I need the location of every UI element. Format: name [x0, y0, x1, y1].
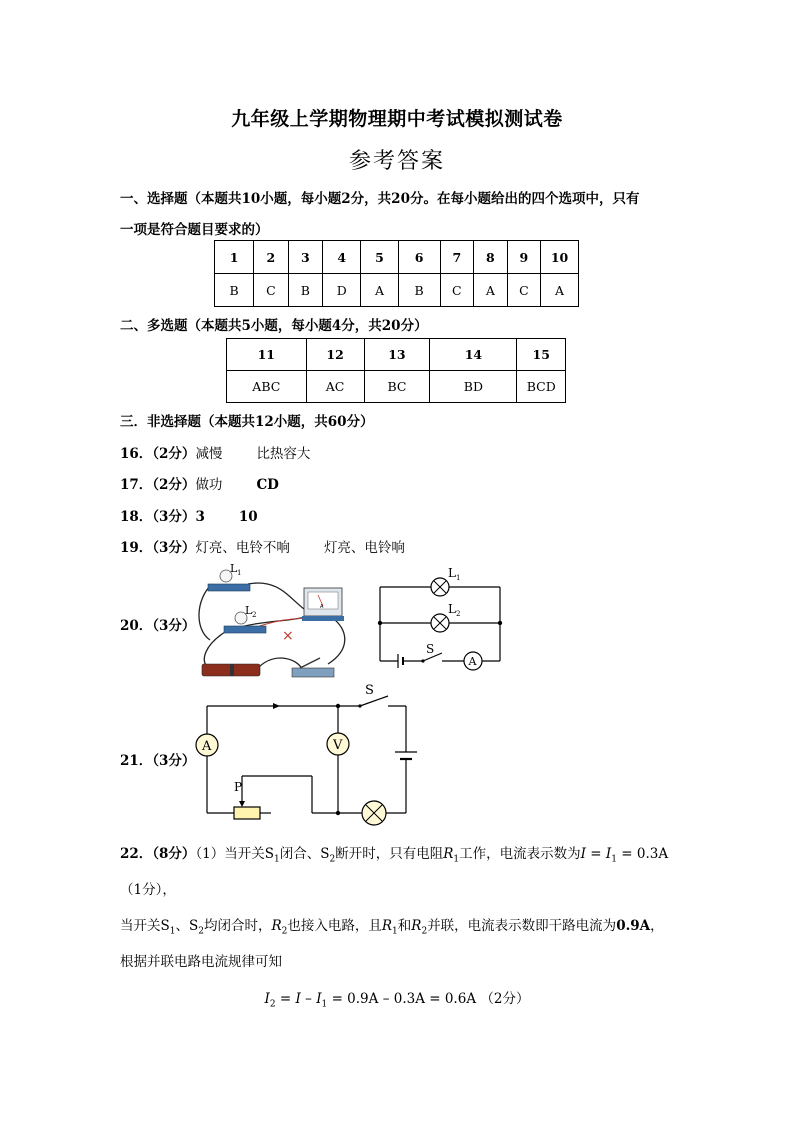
q22-line-1: 22．（8分）（1）当开关$S_1$闭合、$S_2$断开时，只有电阻$R_1$工作，电流表示数为$I = I_1 = 0.3A$ [120, 846, 669, 865]
q20-circuit-schematic [372, 563, 508, 673]
mq-number-cell-3: 13 [364, 339, 430, 371]
q-number-cell-9: 9 [507, 241, 541, 274]
rheostat [234, 807, 260, 819]
q21-circuit-schematic [190, 680, 420, 830]
q22-eq-score: （2分） [480, 991, 530, 1007]
q16-row [120, 442, 310, 462]
section1-heading-line2: 一项是符合题目要求的） [120, 222, 269, 238]
q20-label: 20．（3分） [120, 618, 196, 634]
current-arrow [273, 703, 280, 709]
slider-arrow [239, 801, 245, 807]
q22-eq-value: = 0.9A – 0.3A = 0.6A [331, 991, 477, 1007]
l1-subscript: 1 [237, 569, 242, 577]
q20-physical-circuit [190, 560, 360, 682]
q-number-cell-10: 10 [541, 241, 579, 274]
q17-answer-2: CD [256, 477, 279, 493]
switch-label: S [365, 683, 374, 698]
q18-answer-1: 3 [195, 509, 205, 525]
q-number-cell-7: 7 [440, 241, 474, 274]
mq-answer-cell-5: BCD [517, 371, 566, 403]
q-answer-cell-8: A [474, 274, 508, 307]
section1-heading-line1: 一、选择题（本题共10小题，每小题2分，共20分。在每小题给出的四个选项中，只有 [120, 191, 640, 207]
single-choice-answer-table [214, 240, 579, 307]
q16-answer-2: 比热容大 [256, 446, 311, 462]
switch-label: S [426, 642, 435, 656]
l2-subscript: 2 [252, 611, 257, 619]
q19-label: 19．（3分） [120, 540, 196, 556]
q18-answer-2: 10 [238, 509, 258, 525]
q17-answer-1: 做功 [195, 477, 223, 493]
q19-answer-1: 灯亮、电铃不响 [195, 540, 290, 556]
q22-line-3: 当开关$S_1$、$S_2$均闭合时，$R_2$也接入电路，且$R_1$和$R_2$并联，电流表示数即干路电流为0.9A， [120, 918, 664, 937]
l2-letter: L [245, 604, 253, 617]
bulb-l1-holder [208, 584, 250, 591]
lamp-l2-sub: 2 [456, 610, 461, 618]
q-number-cell-8: 8 [474, 241, 508, 274]
lamp-l1-sub: 1 [456, 574, 461, 582]
q22-l3c: 均闭合时， [203, 918, 272, 934]
q-answer-cell-3: B [288, 274, 322, 307]
page-title: 九年级上学期物理期中考试模拟测试卷 [231, 108, 563, 130]
q22-l3h: ， [650, 918, 664, 934]
q22-l3d: 也接入电路，且 [287, 918, 382, 934]
q19-row [120, 536, 405, 556]
slider-label: P [234, 780, 243, 794]
page-subtitle: 参考答案 [348, 149, 445, 174]
multi-choice-answer-table [226, 338, 566, 403]
q22-l3g: 0.9A [616, 918, 651, 934]
q22-label: 22．（8分） [120, 846, 196, 862]
q16-label: 16．（2分） [120, 446, 196, 462]
cross-mark: × [282, 628, 294, 644]
q22-l3e: 和 [397, 918, 412, 934]
q22-l1eq: = 0.3A [621, 846, 669, 862]
ammeter-label: A [468, 655, 477, 668]
q18-row [120, 505, 258, 525]
q17-row [120, 473, 279, 493]
q-answer-cell-10: A [541, 274, 579, 307]
q-number-cell-2: 2 [254, 241, 288, 274]
q-answer-cell-2: C [254, 274, 288, 307]
q-answer-cell-4: D [323, 274, 361, 307]
q22-l1a: （1）当开关S [195, 846, 275, 862]
q22-l1b: 闭合、S [279, 846, 330, 862]
voltmeter-label: V [333, 738, 343, 753]
q22-equation: $I_2 = I - I_1 = 0.9A - 0.3A = 0.6A$ （2分） [264, 991, 530, 1010]
q-number-cell-4: 4 [323, 241, 361, 274]
q17-label: 17．（2分） [120, 477, 196, 493]
q-answer-cell-1: B [215, 274, 254, 307]
q-answer-cell-6: B [398, 274, 440, 307]
mq-answer-cell-2: AC [306, 371, 364, 403]
q-answer-cell-5: A [361, 274, 398, 307]
section3-heading: 三．非选择题（本题共12小题，共60分） [120, 414, 374, 430]
mq-number-cell-2: 12 [306, 339, 364, 371]
mq-answer-cell-4: BD [430, 371, 517, 403]
q21-label: 21．（3分） [120, 753, 196, 769]
mq-number-cell-5: 15 [517, 339, 566, 371]
lamp-l2-label: L [448, 602, 456, 616]
mq-number-cell-1: 11 [227, 339, 307, 371]
q18-label: 18．（3分） [120, 509, 196, 525]
ammeter-label: A [202, 739, 212, 754]
q19-answer-2: 灯亮、电铃响 [323, 540, 405, 556]
bulb-l2-holder [224, 626, 266, 633]
q-answer-cell-7: C [440, 274, 474, 307]
q22-l1c: 断开时，只有电阻 [335, 846, 444, 862]
q-answer-cell-9: C [507, 274, 541, 307]
section2-heading: 二、多选题（本题共5小题，每小题4分，共20分） [120, 318, 428, 334]
l1-letter: L [230, 562, 238, 575]
q22-l3a: 当开关S [120, 918, 170, 934]
q22-l3f: 并联，电流表示数即干路电流为 [427, 918, 617, 934]
q22-l3b: 、S [175, 918, 199, 934]
mq-answer-cell-1: ABC [227, 371, 307, 403]
q-number-cell-5: 5 [361, 241, 398, 274]
q22-line-4: 根据并联电路电流规律可知 [120, 954, 282, 970]
lamp-l1-label: L [448, 566, 456, 580]
ammeter-device-letter: A [320, 604, 324, 610]
switch-device [292, 668, 334, 677]
q-number-cell-3: 3 [288, 241, 322, 274]
mq-answer-cell-3: BC [364, 371, 430, 403]
q16-answer-1: 减慢 [195, 446, 223, 462]
q22-l1d: 工作，电流表示数为 [459, 846, 581, 862]
mq-number-cell-4: 14 [430, 339, 517, 371]
q-number-cell-6: 6 [398, 241, 440, 274]
q22-line-2: （1分）， [120, 882, 176, 898]
q-number-cell-1: 1 [215, 241, 254, 274]
